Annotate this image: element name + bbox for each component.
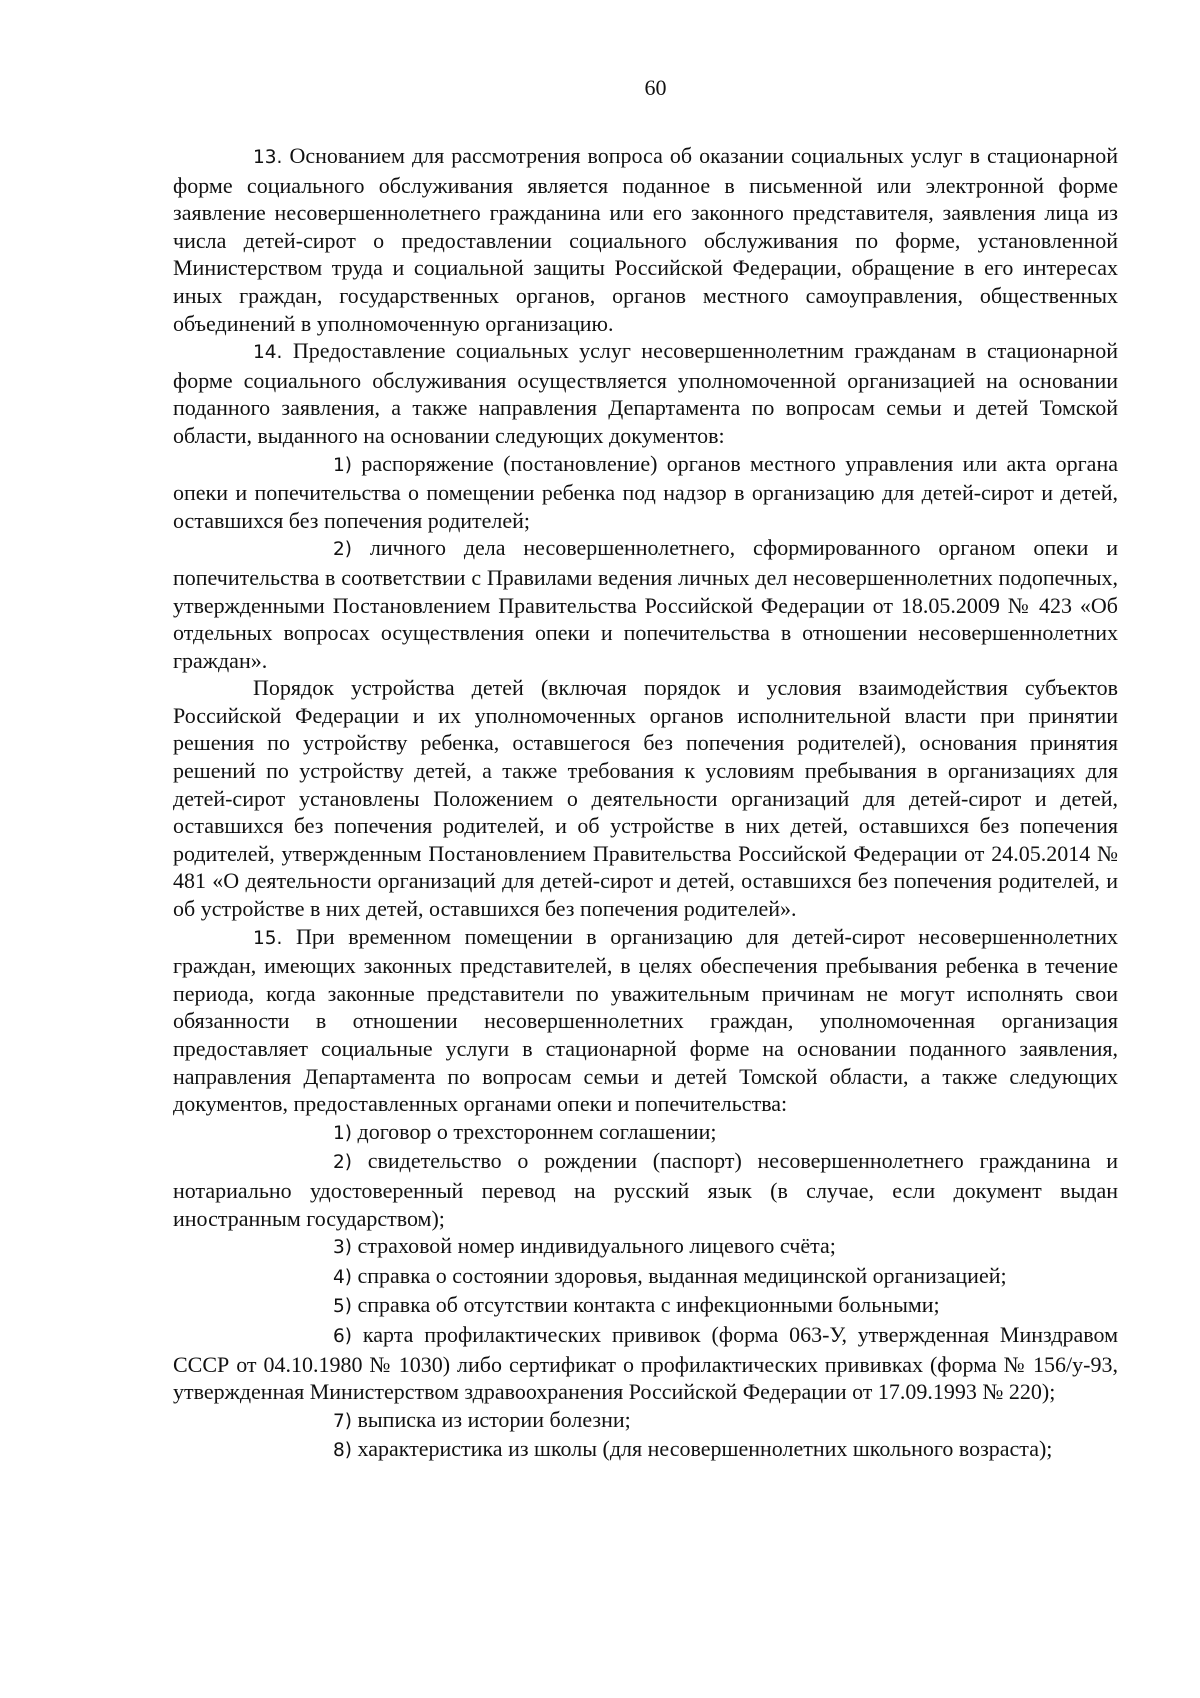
item-text: страховой номер индивидуального лицевого счёта; bbox=[357, 1233, 836, 1259]
item-text: карта профилактических прививок (форма 063-У, утвержденная Минздравом СССР от 04.10.1980 № 1030) либо сертификат о профилактических прививках (форма № 156/у-93, утвержденная Министерством здравоохранения Российской Федерации от 17.09.1993 № 220); bbox=[173, 1321, 1118, 1405]
paragraph-13 bbox=[173, 142, 1118, 337]
list-item bbox=[173, 1406, 1118, 1436]
item-text: договор о трехстороннем соглашении; bbox=[357, 1118, 717, 1144]
paragraph-number: 15. bbox=[253, 927, 283, 949]
item-text: справка об отсутствии контакта с инфекционными больными; bbox=[357, 1292, 940, 1318]
paragraph-15 bbox=[173, 923, 1118, 1118]
page-number: 60 bbox=[644, 75, 667, 100]
paragraph-text: Основанием для рассмотрения вопроса об оказании социальных услуг в стационарной форме социального обслуживания является поданное в письменной или электронной форме заявление несовершеннолетнего гражданина или его законного представителя, заявления лица из числа детей-сирот о предоставлении социального обслуживания по форме, установленной Министерством труда и социальной защиты Российской Федерации, обращение в его интересах иных граждан, государственных органов, органов местного самоуправления, общественных объединений в уполномоченную организацию. bbox=[173, 143, 1119, 336]
item-text: выписка из истории болезни; bbox=[357, 1406, 631, 1432]
item-number: 1) bbox=[333, 454, 352, 476]
item-text: распоряжение (постановление) органов местного управления или акта органа опеки и попечительства о помещении ребенка под надзор в организацию для детей-сирот и детей, оставшихся без попечения родителей; bbox=[173, 450, 1118, 533]
item-text: личного дела несовершеннолетнего, сформированного органом опеки и попечительства в соответствии с Правилами ведения личных дел несовершеннолетних подопечных, утвержденными Постановлением Правительства Российской Федерации от 18.05.2009 № 423 «Об отдельных вопросах осуществления опеки и попечительства в отношении несовершеннолетних граждан». bbox=[173, 535, 1119, 673]
item-number: 2) bbox=[333, 539, 352, 561]
paragraph-number: 13. bbox=[253, 147, 283, 168]
item-number: 7) bbox=[333, 1410, 352, 1432]
list-item bbox=[173, 1118, 1118, 1148]
list-item bbox=[173, 534, 1118, 674]
item-text: характеристика из школы (для несовершеннолетних школьного возраста); bbox=[357, 1436, 1053, 1462]
item-number: 5) bbox=[333, 1296, 352, 1318]
item-number: 2) bbox=[333, 1152, 352, 1174]
item-text: свидетельство о рождении (паспорт) несовершеннолетнего гражданина и нотариально удостоверенный перевод на русский язык (в случае, если документ выдан иностранным государством); bbox=[173, 1148, 1118, 1231]
item-number: 4) bbox=[333, 1266, 352, 1288]
item-number: 8) bbox=[333, 1440, 352, 1462]
list-item bbox=[173, 1232, 1118, 1262]
list-item bbox=[173, 450, 1118, 535]
item-number: 1) bbox=[333, 1122, 352, 1144]
paragraph-14 bbox=[173, 337, 1118, 449]
list-item bbox=[173, 1147, 1118, 1232]
list-item bbox=[173, 1435, 1118, 1465]
list-item bbox=[173, 1262, 1118, 1292]
item-number: 3) bbox=[333, 1237, 352, 1259]
paragraph-text: Предоставление социальных услуг несовершеннолетним гражданам в стационарной форме социального обслуживания осуществляется уполномоченной организацией на основании поданного заявления, а также направления Департамента по вопросам семьи и детей Томской области, выданного на основании следующих документов: bbox=[173, 338, 1118, 448]
paragraph-number: 14. bbox=[253, 342, 283, 364]
item-number: 6) bbox=[333, 1325, 352, 1347]
paragraph-placement-order bbox=[173, 674, 1118, 922]
paragraph-text: При временном помещении в организацию для детей-сирот несовершеннолетних граждан, имеющих законных представителей, в целях обеспечения пребывания ребенка в течение периода, когда законные представители по уважительным причинам не могут исполнять свои обязанности в отношении несовершеннолетних граждан, уполномоченная организация предоставляет социальные услуги в стационарной форме на основании поданного заявления, направления Департамента по вопросам семьи и детей Томской области, а также следующих документов, предоставленных органами опеки и попечительства: bbox=[173, 923, 1119, 1117]
list-item bbox=[173, 1321, 1118, 1406]
list-item bbox=[173, 1291, 1118, 1321]
paragraph-text: Порядок устройства детей (включая порядок и условия взаимодействия субъектов Российской Федерации и их уполномоченных органов исполнительной власти при принятии решения по устройству ребенка, оставшегося без попечения родителей), основания принятия решений по устройству детей, а также требования к условиям пребывания в организациях для детей-сирот установлены Положением о деятельности организаций для детей-сирот и детей, оставшихся без попечения родителей, и об устройстве в них детей, оставшихся без попечения родителей, утвержденным Постановлением Правительства Российской Федерации от 24.05.2014 № 481 «О деятельности организаций для детей-сирот и детей, оставшихся без попечения родителей, и об устройстве в них детей, оставшихся без попечения родителей». bbox=[173, 675, 1118, 922]
document-body bbox=[173, 142, 1118, 1465]
item-text: справка о состоянии здоровья, выданная медицинской организацией; bbox=[357, 1262, 1007, 1288]
